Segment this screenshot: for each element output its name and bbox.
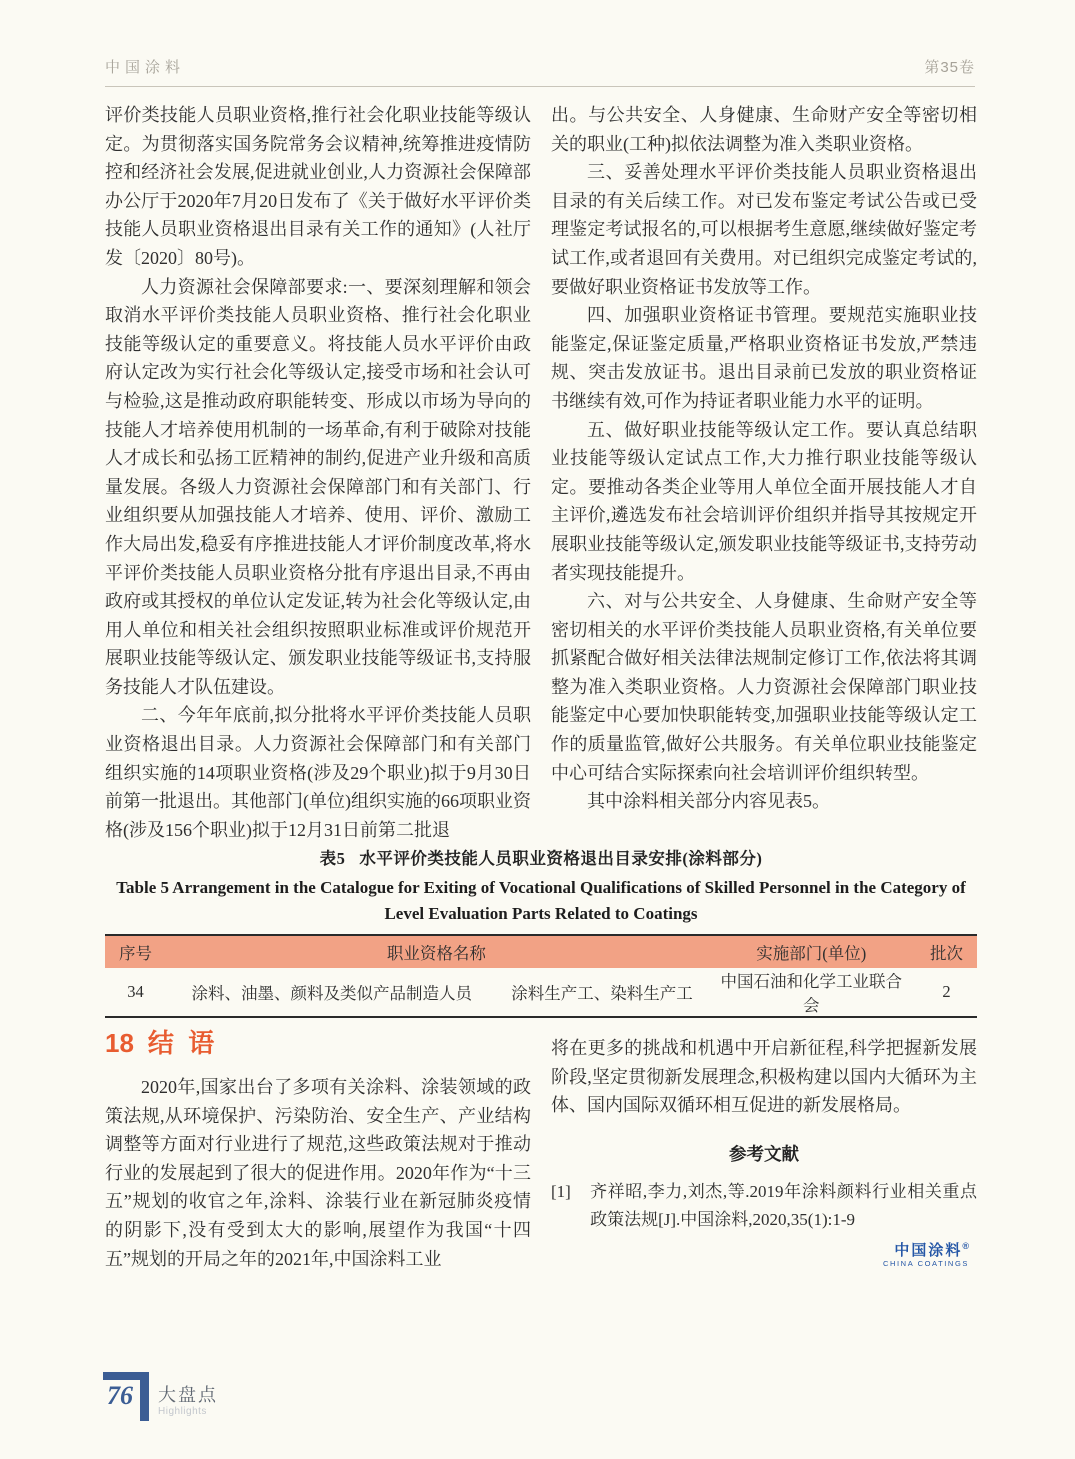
paragraph: 三、妥善处理水平评价类技能人员职业资格退出目录的有关后续工作。对已发布鉴定考试公告或已受理鉴定考试报名的,可以根据考生意愿,继续做好鉴定考试工作,或者退回有关费用。对已组织完成鉴定考试的,要做好职业资格证书发放等工作。 <box>551 162 977 297</box>
china-coatings-logo <box>551 1238 977 1269</box>
logo-cn-label: 中国涂料 <box>894 1242 963 1260</box>
cell-department: 中国石油和化学工业联合会 <box>720 972 903 1015</box>
paragraph: 其中涂料相关部分内容见表5。 <box>587 791 830 812</box>
page-number-box <box>103 1372 149 1421</box>
conclusion-left-column <box>105 1026 531 1273</box>
reference-label: [1] <box>551 1182 571 1202</box>
reference-text: 齐祥昭,李力,刘杰,等.2019年涂料颜料行业相关重点政策法规[J].中国涂料,2020,35(1):1-9 <box>590 1182 977 1230</box>
paragraph: 出。与公共安全、人身健康、生命财产安全等密切相关的职业(工种)拟依法调整为准入类职业资格。 <box>551 105 977 154</box>
paragraph: 二、今年年底前,拟分批将水平评价类技能人员职业资格退出目录。人力资源社会保障部门和有关部门组织实施的14项职业资格(涉及29个职业)拟于9月30日前第一批退出。其他部门(单位)组织实施的66项职业资格(涉及156个职业)拟于12月31日前第二批退 <box>105 705 531 840</box>
page-header <box>105 56 975 87</box>
reference-item <box>551 1178 977 1234</box>
left-column <box>105 101 531 844</box>
paragraph: 四、加强职业资格证书管理。要规范实施职业技能鉴定,保证鉴定质量,严格职业资格证书发放,严禁违规、突击发放证书。退出目录前已发放的职业资格证书继续有效,可作为持证者职业能力水平的证明。 <box>551 305 977 411</box>
right-column <box>551 101 977 844</box>
volume-number: 第35卷 <box>924 59 975 76</box>
table-caption-cn <box>105 848 977 870</box>
paragraph: 2020年,国家出台了多项有关涂料、涂装领域的政策法规,从环境保护、污染防治、安全生产、产业结构调整等方面对行业进行了规范,这些政策法规对于推动行业的发展起到了很大的促进作用。2020年作为“十三五”规划的收官之年,涂料、涂装行业在新冠肺炎疫情的阴影下,没有受到太大的影响,展望作为我国“十四五”规划的开局之年的2021年,中国涂料工业 <box>105 1077 531 1269</box>
column-header-department: 实施部门(单位) <box>756 944 867 963</box>
table-caption-cn-text: 水平评价类技能人员职业资格退出目录安排(涂料部分) <box>359 849 763 868</box>
cell-no: 34 <box>127 982 144 1001</box>
article-body-top <box>105 101 977 844</box>
table-row <box>105 968 977 1017</box>
conclusion-section <box>105 1026 977 1273</box>
journal-name: 中国涂料 <box>105 59 186 76</box>
section-title: 结语 <box>147 1028 229 1058</box>
paragraph: 人力资源社会保障部要求:一、要深刻理解和领会取消水平评价类技能人员职业资格、推行社会化职业技能等级认定的重要意义。将技能人员水平评价由政府认定改为实行社会化等级认定,接受市场和社会认可与检验,这是推动政府职能转变、形成以市场为导向的技能人才培养使用机制的一场革命,有利于破除对技能人才成长和弘扬工匠精神的制约,促进产业升级和高质量发展。各级人力资源社会保障部门和有关部门、行业组织要从加强技能人才培养、使用、评价、激励工作大局出发,稳妥有序推进技能人才评价制度改革,将水平评价类技能人员职业资格分批有序退出目录,不再由政府或其授权的单位认定发证,转为社会化等级认定,由用人单位和相关社会组织按照职业标准或评价规范开展职业技能等级认定、颁发职业技能等级证书,支持服务技能人才队伍建设。 <box>105 276 531 697</box>
section-heading-conclusion <box>105 1026 531 1060</box>
table-caption-en-line2: Level Evaluation Parts Related to Coatings <box>384 904 698 923</box>
paragraph: 六、对与公共安全、人身健康、生命财产安全等密切相关的水平评价类技能人员职业资格,有关单位要抓紧配合做好相关法律法规制定修订工作,依法将其调整为准入类职业资格。人力资源社会保障部门职业技能鉴定中心要加快职能转变,加强职业技能等级认定工作的质量监管,做好公共服务。有关单位职业技能鉴定中心可结合实际探索向社会培训评价组织转型。 <box>551 591 977 783</box>
logo-en-text: CHINA COATINGS <box>882 1259 969 1269</box>
table5-block <box>105 848 977 1018</box>
cell-name: 涂料、油墨、颜料及类似产品制造人员 <box>191 984 472 1003</box>
section-number: 18 <box>105 1028 134 1058</box>
paragraph: 评价类技能人员职业资格,推行社会化职业技能等级认定。为贯彻落实国务院常务会议精神,统筹推进疫情防控和经济社会发展,促进就业创业,人力资源社会保障部办公厅于2020年7月20日发布了《关于做好水平评价类技能人员职业资格退出目录有关工作的通知》(人社厅发〔2020〕80号)。 <box>105 105 531 268</box>
footer-section-label: 大盘点 <box>158 1385 218 1405</box>
logo-cn-text <box>551 1238 969 1259</box>
page-number: 76 <box>107 1381 133 1410</box>
paragraph: 将在更多的挑战和机遇中开启新征程,科学把握新发展阶段,坚定贯彻新发展理念,积极构建以国内大循环为主体、国内国际双循环相互促进的新发展格局。 <box>551 1038 977 1116</box>
registered-mark: ® <box>962 1241 969 1252</box>
table-caption-en <box>105 875 977 927</box>
paragraph: 五、做好职业技能等级认定工作。要认真总结职业技能等级认定试点工作,大力推行职业技能等级认定。要推动各类企业等用人单位全面开展技能人才自主评价,遴选发布社会培训评价组织并指导其按规定开展职业技能等级认定,颁发职业技能等级证书,支持劳动者实现技能提升。 <box>551 419 977 583</box>
column-header-name: 职业资格名称 <box>386 944 486 963</box>
table-number-label: 表5 <box>319 849 346 868</box>
conclusion-right-column <box>551 1026 977 1273</box>
table5 <box>105 934 977 1018</box>
table-header-row <box>105 935 977 968</box>
cell-occupations: 涂料生产工、染料生产工 <box>511 984 693 1003</box>
cell-batch: 2 <box>942 982 951 1001</box>
column-header-batch: 批次 <box>929 944 963 963</box>
footer-section-label-en: Highlights <box>158 1406 207 1417</box>
table-caption-en-line1: Table 5 Arrangement in the Catalogue for Exiting of Vocational Qualifications of Skilled Personnel in the Category of <box>116 878 966 897</box>
references-heading: 参考文献 <box>729 1143 799 1164</box>
footer-section <box>158 1372 218 1418</box>
page-footer <box>103 1372 218 1421</box>
column-header-no: 序号 <box>119 944 153 963</box>
